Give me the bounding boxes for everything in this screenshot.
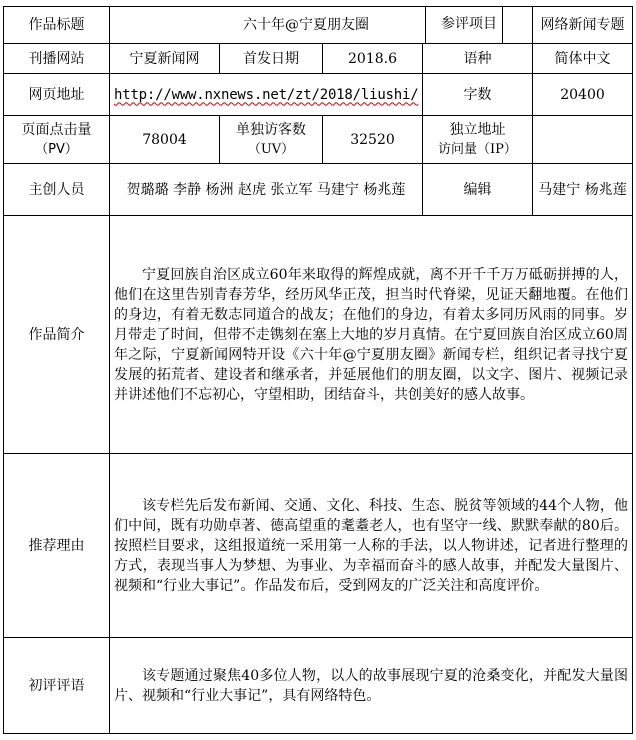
row-creators (4, 164, 633, 216)
creators-value: 贺璐璐 李静 杨洲 赵虎 张立军 马建宁 杨兆莲 (110, 164, 423, 216)
lang-value: 简体中文 (533, 44, 633, 74)
editor-label: 编辑 (423, 164, 533, 216)
creators-label: 主创人员 (4, 164, 110, 216)
title-value: 六十年@宁夏朋友圈 (110, 7, 503, 44)
ip-label (423, 116, 533, 164)
uv-label-sub: （UV） (247, 141, 295, 157)
words-label: 字数 (423, 74, 533, 116)
uv-label (220, 116, 323, 164)
uv-value: 32520 (323, 116, 423, 164)
url-cell (110, 74, 423, 116)
ip-value (533, 116, 633, 164)
lang-label: 语种 (423, 44, 533, 74)
words-value: 20400 (533, 74, 633, 116)
review-label: 初评评语 (4, 638, 110, 734)
reason-label: 推荐理由 (4, 454, 110, 638)
row-url (4, 74, 633, 116)
url-link[interactable]: http://www.nxnews.net/zt/2018/liushi/ (114, 86, 419, 103)
ip-label-sub: 访问量（IP） (438, 141, 517, 157)
award-entry-form (3, 6, 633, 734)
review-cell (110, 638, 633, 734)
reason-cell (110, 454, 633, 638)
pv-value: 78004 (110, 116, 220, 164)
row-intro (4, 216, 633, 454)
pv-label (4, 116, 110, 164)
row-publish (4, 44, 633, 74)
pv-label-sub: （PV） (35, 141, 78, 157)
pv-label-text: 页面点击量 (21, 121, 92, 138)
category-label-overlay: 参评项目 (425, 6, 512, 43)
row-title (4, 7, 633, 44)
editor-value: 马建宁 杨兆莲 (533, 164, 633, 216)
intro-cell (110, 216, 633, 454)
date-label: 首发日期 (220, 44, 323, 74)
url-label: 网页地址 (4, 74, 110, 116)
site-value: 宁夏新闻网 (110, 44, 220, 74)
intro-label: 作品简介 (4, 216, 110, 454)
intro-text: 宁夏回族自治区成立60年来取得的辉煌成就，离不开千千万万砥砺拼搏的人，他们在这里告别青春芳华，经历风华正茂，担当时代脊梁，见证天翻地覆。在他们的身边，有着无数志同道合的战友；在他们的身边，有着太多同历风雨的同事。岁月带走了时间，但带不走镌刻在塞上大地的岁月真情。在宁夏回族自治区成立60周年之际，宁夏新闻网特开设《六十年@宁夏朋友圈》新闻专栏，组织记者寻找宁夏发展的拓荒者、建设者和继承者，并延展他们的朋友圈，以文字、图片、视频记录并讲述他们不忘初心，守望相助，团结奋斗，共创美好的感人故事。 (114, 266, 628, 403)
reason-text: 该专栏先后发布新闻、交通、文化、科技、生态、脱贫等领域的44个人物，他们中间，既有功勋卓著、德高望重的耄耋老人，也有坚守一线、默默奉献的80后。按照栏目要求，这组报道统一采用第一人称的手法，以人物讲述，记者进行整理的方式，表现当事人为梦想、为事业、为幸福而奋斗的感人故事，并配发大量图片、视频和“行业大事记”。作品发布后，受到网友的广泛关注和高度评价。 (114, 497, 628, 594)
row-reason (4, 454, 633, 638)
ip-label-text: 独立地址 (449, 121, 506, 138)
date-value: 2018.6 (323, 44, 423, 74)
review-text: 该专题通过聚焦40多位人物，以人的故事展现宁夏的沧桑变化，并配发大量图片、视频和“行业大事记”，具有网络特色。 (114, 667, 628, 704)
row-review (4, 638, 633, 734)
title-label: 作品标题 (4, 7, 110, 44)
site-label: 刊播网站 (4, 44, 110, 74)
row-stats (4, 116, 633, 164)
uv-label-text: 单独访客数 (236, 121, 306, 138)
category-value: 网络新闻专题 (533, 7, 633, 44)
